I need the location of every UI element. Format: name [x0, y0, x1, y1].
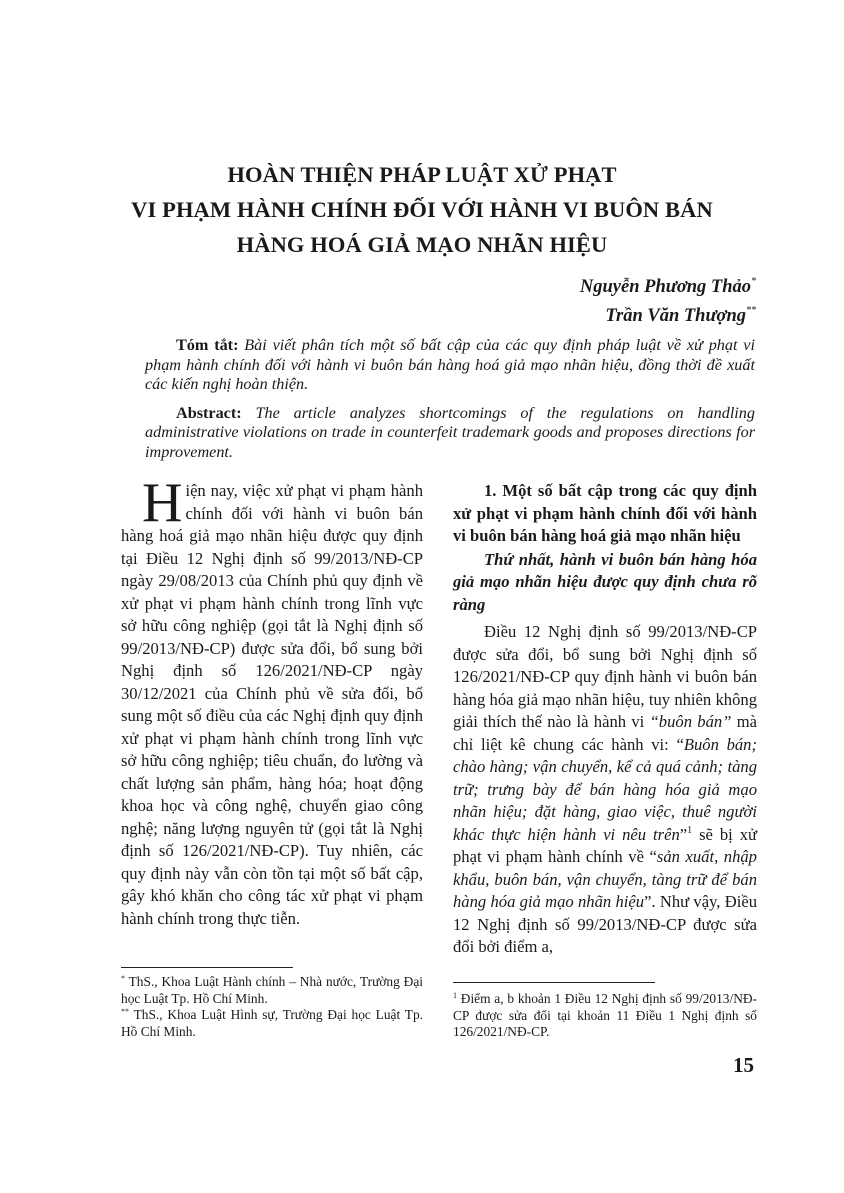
- footnotes-right: [453, 991, 757, 1041]
- author: [580, 270, 756, 299]
- footnote-divider: [121, 967, 293, 968]
- summary-english: [145, 404, 755, 463]
- footnote-text: Điểm a, b khoản 1 Điều 12 Nghị định số 99/2013/NĐ-CP được sửa đổi tại khoản 11 Điều 1 Nghị định số 126/2021/NĐ-CP.: [453, 991, 757, 1039]
- title-line: HOÀN THIỆN PHÁP LUẬT XỬ PHẠT: [227, 162, 617, 187]
- summary-vietnamese: [145, 336, 755, 395]
- footnotes-left: [121, 974, 423, 1040]
- text-run: Điều 12 Nghị định số 99/2013/NĐ-CP được sửa đổi, bổ sung bởi Nghị định số 126/2021/NĐ-CP quy định hành vi buôn bán hàng hóa giả mạo nhãn hiệu, tuy nhiên không giải thích thế nào là hành vi: [453, 622, 757, 731]
- author-footnote-mark: *: [751, 276, 756, 287]
- author-name: Trần Văn Thượng: [605, 306, 746, 326]
- quoted-regulation: Buôn bán; chào hàng; vận chuyển, kể cả quá cảnh; tàng trữ; trưng bày để bán hàng hóa giả mạo nhãn hiệu; đặt hàng, giao việc, thuê người khác thực hiện hành vi nêu trên: [453, 734, 757, 844]
- author-list: [580, 270, 756, 328]
- summary-label: Tóm tắt:: [176, 336, 239, 354]
- footnote-ref[interactable]: 1: [687, 824, 693, 836]
- footnote-text: ThS., Khoa Luật Hành chính – Nhà nước, Trường Đại học Luật Tp. Hồ Chí Minh.: [121, 974, 423, 1006]
- body-paragraph: [453, 621, 757, 959]
- author-footnote-mark: **: [746, 305, 756, 316]
- footnote: [453, 991, 757, 1041]
- section-subheading: Thứ nhất, hành vi buôn bán hàng hóa giả mạo nhãn hiệu được quy định chưa rõ ràng: [453, 549, 757, 614]
- left-column: [121, 472, 423, 930]
- abstract-section: [145, 336, 755, 471]
- quoted-regulation: sản xuất, nhập khẩu, buôn bán, vận chuyển, tàng trữ để bán hàng hóa giả mạo nhãn hiệu: [453, 847, 757, 911]
- right-column: [453, 480, 757, 959]
- abstract-text: The article analyzes shortcomings of the regulations on handling administrative violations on trade in counterfeit trademark goods and proposes directions for improvement.: [145, 403, 755, 461]
- footnote-mark: **: [121, 1007, 129, 1016]
- footnote-mark: 1: [453, 991, 457, 1000]
- text-run: ”: [679, 824, 688, 844]
- text-run: sẽ bị xử phạt vi phạm hành chính về “: [453, 824, 757, 866]
- footnote: [121, 1007, 423, 1040]
- abstract-label: Abstract:: [176, 403, 242, 422]
- title-line: VI PHẠM HÀNH CHÍNH ĐỐI VỚI HÀNH VI BUÔN BÁN: [131, 197, 713, 222]
- drop-cap: H: [142, 472, 183, 534]
- footnote-text: ThS., Khoa Luật Hình sự, Trường Đại học Luật Tp. Hồ Chí Minh.: [121, 1007, 423, 1039]
- footnote-divider: [453, 982, 655, 983]
- quoted-term: “buôn bán”: [649, 712, 732, 731]
- footnote-mark: *: [121, 974, 125, 983]
- title-line: HÀNG HOÁ GIẢ MẠO NHÃN HIỆU: [236, 232, 608, 257]
- author-name: Nguyễn Phương Thảo: [579, 277, 751, 297]
- article-title: [90, 157, 754, 262]
- footnote: [121, 974, 423, 1007]
- intro-paragraph: [121, 472, 423, 930]
- text-run: mà chỉ liệt kê chung các hành vi: “: [453, 712, 757, 754]
- intro-text: iện nay, việc xử phạt vi phạm hành chính đối với hành vi buôn bán hàng hoá giả mạo nhãn hiệu được quy định tại Điều 12 Nghị định số 99/2013/NĐ-CP ngày 29/08/2013 của Chính phủ quy định về xử phạt vi phạm hành chính trong lĩnh vực sở hữu công nghiệp (gọi tắt là Nghị định số 99/2013/NĐ-CP) được sửa đổi, bổ sung bởi Nghị định số 126/2021/NĐ-CP ngày 30/12/2021 của Chính phủ về sửa đổi, bổ sung một số điều của các Nghị định quy định xử phạt vi phạm hành chính trong lĩnh vực sở hữu công nghiệp; tiêu chuẩn, đo lường và chất lượng sản phẩm, hàng hóa; hoạt động khoa học và công nghệ, chuyển giao công nghệ; năng lượng nguyên tử (gọi tắt là Nghị định số 126/2021/NĐ-CP). Tuy nhiên, các quy định này vẫn còn tồn tại một số bất cập, gây khó khăn cho công tác xử phạt vi phạm hành chính trong thực tiễn.: [121, 481, 423, 928]
- summary-text: Bài viết phân tích một số bất cập của các quy định pháp luật về xử phạt vi phạm hành chính đối với hành vi buôn bán hàng hoá giả mạo nhãn hiệu, đồng thời đề xuất các kiến nghị hoàn thiện.: [145, 336, 755, 393]
- author: [580, 299, 756, 328]
- page-number: 15: [733, 1053, 754, 1077]
- text-run: ”. Như vậy, Điều 12 Nghị định số 99/2013/NĐ-CP được sửa đổi bởi điểm a,: [453, 892, 757, 956]
- section-heading: 1. Một số bất cập trong các quy định xử phạt vi phạm hành chính đối với hành vi buôn bán hàng hoá giả mạo nhãn hiệu: [453, 481, 757, 545]
